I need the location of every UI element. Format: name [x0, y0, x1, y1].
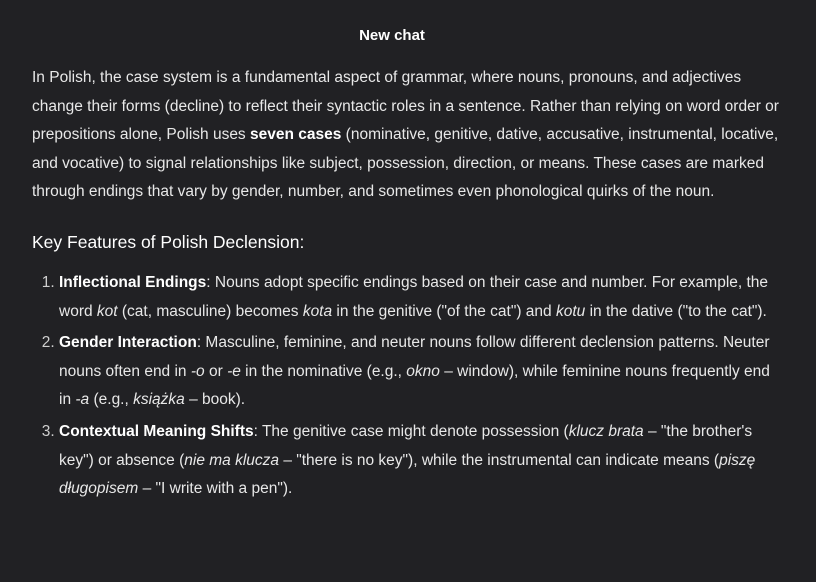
- intro-text: In Polish, the case system is a fundamental aspect of grammar, where nouns, pronouns, and adjectives change their forms (decline) to reflect their syntactic roles in a sentence. Rather than relying on word order or prepositions alone, Polish uses: [32, 69, 779, 144]
- item-text: – "I write with a pen").: [138, 480, 293, 498]
- list-item: [59, 418, 782, 504]
- item-text: (e.g.,: [89, 391, 134, 409]
- features-list: [32, 269, 782, 504]
- item-term: Inflectional Endings: [59, 273, 207, 291]
- item-example: klucz brata: [568, 422, 644, 440]
- list-item: [59, 329, 782, 415]
- item-example: okno: [406, 362, 440, 380]
- item-text: or: [204, 362, 228, 380]
- item-example: kot: [96, 302, 118, 320]
- list-item: [59, 269, 782, 326]
- item-text: : The genitive case might denote possession (: [253, 422, 569, 440]
- item-example: -o: [190, 362, 205, 380]
- item-term: Gender Interaction: [59, 334, 197, 352]
- item-example: kota: [302, 302, 333, 320]
- item-example: -a: [75, 391, 90, 409]
- item-term: Contextual Meaning Shifts: [59, 422, 254, 440]
- intro-text: (nominative, genitive, dative, accusative, instrumental, locative, and vocative) to signal relationships like subject, possession, direction, or means. These cases are marked through endings that vary by gender, number, and sometimes even phonological quirks of the noun.: [32, 126, 779, 201]
- section-heading: Key Features of Polish Declension:: [32, 231, 305, 252]
- item-text: in the dative ("to the cat").: [585, 302, 767, 320]
- item-text: : Masculine, feminine, and neuter nouns follow different declension patterns. Neuter nouns often end in: [59, 334, 770, 380]
- item-example: nie ma klucza: [184, 451, 280, 469]
- intro-bold: seven cases: [250, 126, 342, 144]
- item-example: -e: [227, 362, 241, 380]
- chat-title: New chat: [359, 27, 425, 44]
- item-text: in the nominative (e.g.,: [240, 362, 407, 380]
- item-text: (cat, masculine) becomes: [117, 302, 303, 320]
- item-text: – "the brother's key") or absence (: [59, 422, 753, 469]
- intro-paragraph: [32, 64, 782, 207]
- item-text: – window), while feminine nouns frequently end in: [59, 362, 770, 409]
- item-text: – "there is no key"), while the instrumental can indicate means (: [279, 451, 720, 469]
- item-example: kotu: [555, 302, 586, 320]
- item-text: – book).: [184, 391, 246, 409]
- message-content: [32, 64, 782, 507]
- item-text: : Nouns adopt specific endings based on their case and number. For example, the word: [59, 273, 769, 320]
- item-example: książka: [133, 391, 185, 409]
- item-example: piszę długopisem: [59, 451, 756, 498]
- item-text: in the genitive ("of the cat") and: [332, 302, 556, 320]
